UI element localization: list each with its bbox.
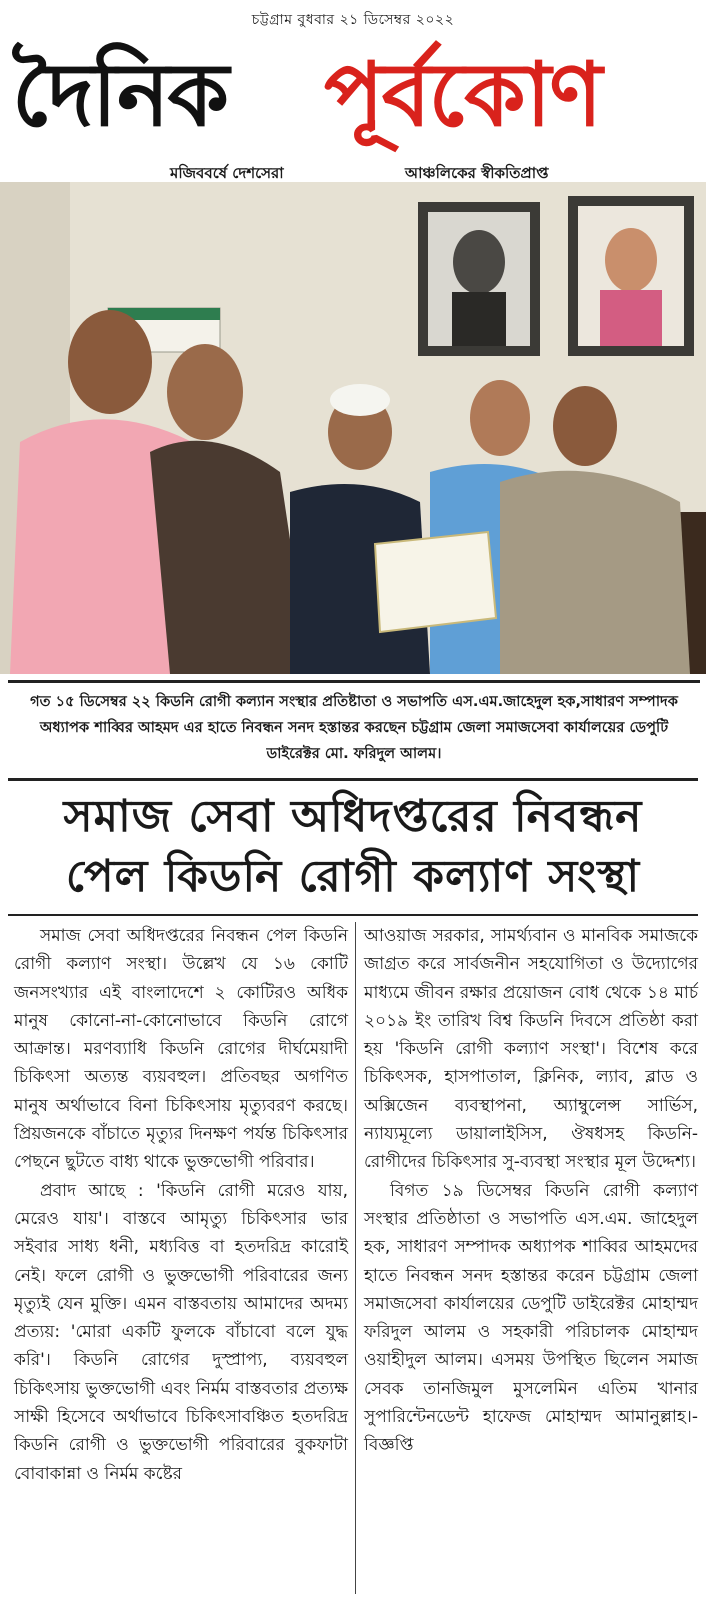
paragraph: প্রবাদ আছে : 'কিডনি রোগী মরেও যায়, মেরেও যায়'। বাস্তবে আমৃত্যু চিকিৎসার ভার সইবার সাধ্য ধনী, মধ্যবিত্ত বা হতদরিদ্র কারোই নেই। ফলে রোগী ও ভুক্তভোগী পরিবারের জন্য মৃত্যুই যেন মুক্তি। এমন বাস্তবতায় আমাদের অদম্য প্রত্যয়: 'মোরা একটি ফুলকে বাঁচাবো বলে যুদ্ধ করি'। কিডনি রোগের দুস্প্রাপ্য, ব্যয়বহুল চিকিৎসায় ভুক্তভোগী এবং নির্মম বাস্তবতার প্রত্যক্ষ সাক্ষী হিসেবে অর্থাভাবে চিকিৎসাবঞ্চিত হতদরিদ্র কিডনি রোগী ও ভুক্তভোগী পরিবারের বুকফাটা বোবাকান্না ও নির্মম কষ্টের	[14, 1180, 348, 1484]
masthead-name-red: পূর্বকোণ	[324, 42, 601, 146]
photo-caption: গত ১৫ ডিসেম্বর ২২ কিডনি রোগী কল্যান সংস্থার প্রতিষ্টাতা ও সভাপতি এস.এম.জাহেদুল হক,সাধারণ সম্পাদক অধ্যাপক শাব্বির আহমদ এর হাতে নিবন্ধন সনদ হস্তান্তর করছেন চট্টগ্রাম জেলা সমাজসেবা কার্যালয়ের ডেপুটি ডাইরেক্টর মো. ফরিদুল আলম।	[8, 680, 700, 774]
tagline-left: মজিববর্ষে দেশসেরা	[170, 164, 284, 182]
article-column-left	[14, 922, 348, 1594]
masthead-name-black: দৈনিক	[12, 42, 228, 146]
paragraph: সমাজ সেবা অধিদপ্তরের নিবন্ধন পেল কিডনি রোগী কল্যাণ সংস্থা। উল্লেখ যে ১৬ কোটি জনসংখ্যার এই বাংলাদেশে ২ কোটিরও অধিক মানুষ কোনো-না-কোনোভাবে কিডনি রোগে আক্রান্ত। মরণব্যাধি কিডনি রোগের দীর্ঘমেয়াদী চিকিৎসা অত্যন্ত ব্যয়বহুল। প্রতিবছর অগণিত মানুষ অর্থাভাবে বিনা চিকিৎসায় মৃত্যুবরণ করছে। প্রিয়জনকে বাঁচাতে মৃত্যুর দিনক্ষণ পর্যন্ত চিকিৎসার পেছনে ছুটতে বাধ্য থাকে ভুক্তভোগী পরিবার।	[14, 926, 348, 1173]
column-divider	[355, 922, 356, 1594]
news-photo	[0, 182, 706, 674]
paragraph: আওয়াজ সরকার, সামর্থ্যবান ও মানবিক সমাজকে জাগ্রত করে সার্বজনীন সহযোগিতা ও উদ্যোগের মাধ্যমে জীবন রক্ষার প্রয়োজন বোধ থেকে ১৪ মার্চ ২০১৯ ইং তারিখ বিশ্ব কিডনি দিবসে প্রতিষ্ঠা করা হয় 'কিডনি রোগী কল্যাণ সংস্থা'। বিশেষ করে চিকিৎসক, হাসপাতাল, ক্লিনিক, ল্যাব, ব্লাড ও অক্সিজেন ব্যবস্থাপনা, অ্যাম্বুলেন্স সার্ভিস, ন্যায্যমূল্যে ডায়ালাইসিস, ঔষধসহ কিডনি-রোগীদের চিকিৎসার সু-ব্যবস্থা সংস্থার মূল উদ্দেশ্য।	[364, 926, 698, 1173]
headline-line-2: পেল কিডনি রোগী কল্যাণ সংস্থা	[65, 851, 641, 902]
article-column-right	[364, 922, 698, 1594]
dateline: চট্টগ্রাম বুধবার ২১ ডিসেম্বর ২০২২	[251, 12, 455, 28]
masthead	[12, 28, 702, 158]
headline-line-1: সমাজ সেবা অধিদপ্তরের নিবন্ধন	[63, 791, 643, 842]
article-headline	[8, 778, 698, 916]
paragraph: বিগত ১৯ ডিসেম্বর কিডনি রোগী কল্যাণ সংস্থার প্রতিষ্ঠাতা ও সভাপতি এস.এম. জাহেদুল হক, সাধারণ সম্পাদক অধ্যাপক শাব্বির আহমদের হাতে নিবন্ধন সনদ হস্তান্তর করেন চট্টগ্রাম জেলা সমাজসেবা কার্যালয়ের ডেপুটি ডাইরেক্টর মোহাম্মদ ফরিদুল আলম ও সহকারী পরিচালক মোহাম্মদ ওয়াহীদুল আলম। এসময় উপস্থিত ছিলেন সমাজ সেবক তানজিমুল মুসলেমিন এতিম খানার সুপারিন্টেনডেন্ট হাফেজ মোহাম্মদ আমানুল্লাহ।-বিজ্ঞপ্তি	[364, 1180, 698, 1456]
tagline-right: আঞ্চলিকের স্বীকতিপ্রাপ্ত	[405, 164, 549, 182]
